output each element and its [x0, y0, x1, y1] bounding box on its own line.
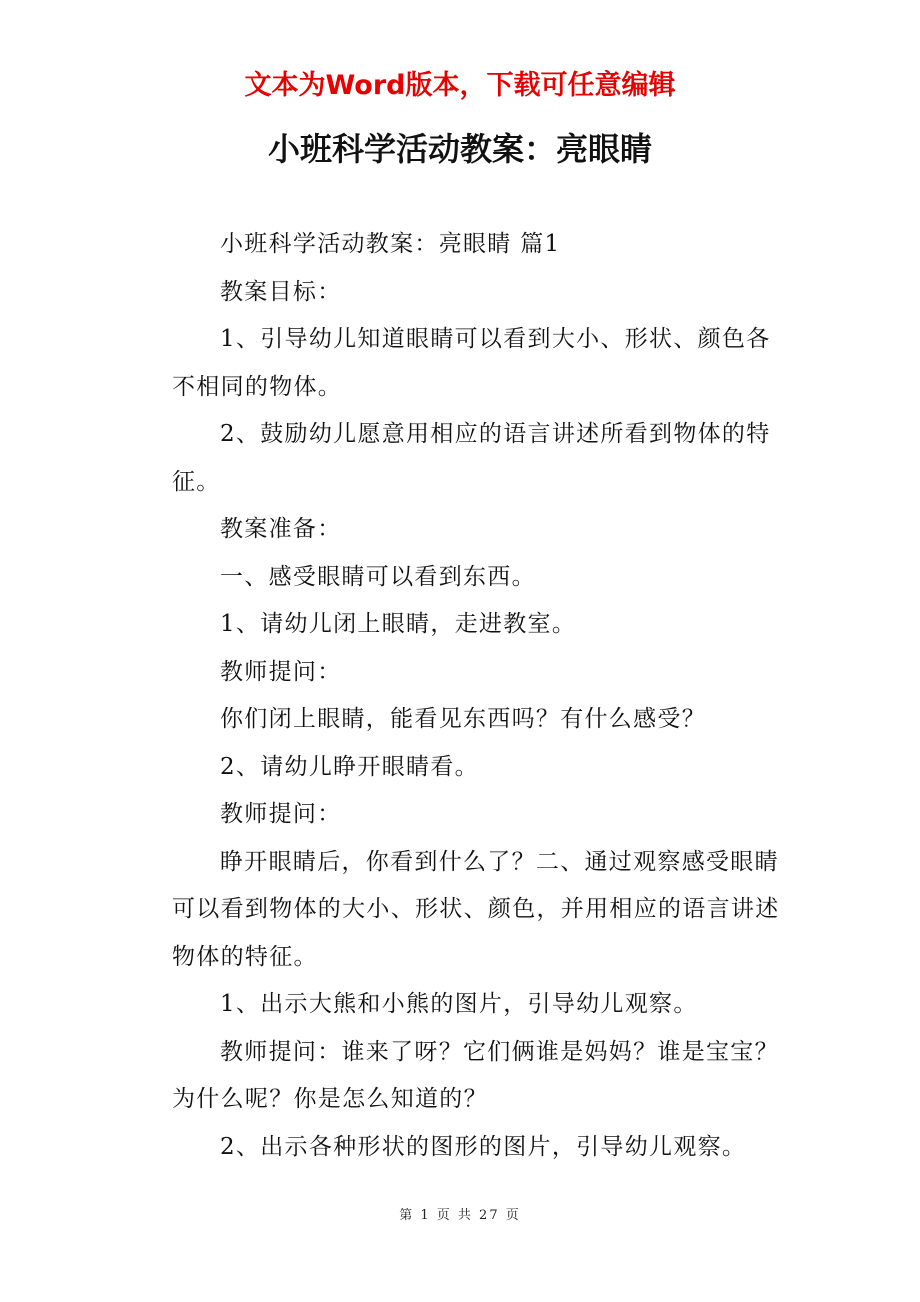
paragraph: 教案准备：	[220, 516, 342, 542]
paragraph: 2、出示各种形状的图形的图片，引导幼儿观察。	[220, 1133, 747, 1160]
paragraph: 你们闭上眼睛，能看见东西吗？有什么感受？	[220, 706, 706, 732]
paragraph: 教师提问：	[220, 801, 342, 827]
paragraph: 教案目标：	[220, 278, 342, 305]
paragraph: 2、鼓励幼儿愿意用相应的语言讲述所看到物体的特征。	[172, 421, 771, 495]
paragraph: 1、引导幼儿知道眼睛可以看到大小、形状、颜色各不相同的物体。	[172, 326, 771, 400]
paragraph: 教师提问：谁来了呀？它们俩谁是妈妈？谁是宝宝？为什么呢？你是怎么知道的？	[172, 1038, 779, 1112]
paragraph: 小班科学活动教案：亮眼睛 篇1	[220, 231, 561, 257]
download-banner: 文本为Word版本，下载可任意编辑	[244, 70, 676, 101]
page-number-footer: 第 1 页 共 27 页	[399, 1208, 521, 1223]
paragraph: 2、请幼儿睁开眼睛看。	[220, 753, 479, 780]
document-body	[172, 221, 782, 1171]
paragraph: 一、感受眼睛可以看到东西。	[220, 563, 536, 590]
document-title: 小班科学活动教案：亮眼睛	[267, 130, 652, 168]
paragraph: 1、出示大熊和小熊的图片，引导幼儿观察。	[220, 991, 698, 1017]
paragraph: 教师提问：	[220, 658, 342, 685]
paragraph: 睁开眼睛后，你看到什么了？二、通过观察感受眼睛可以看到物体的大小、形状、颜色，并用相应的语言讲述物体的特征。	[172, 848, 780, 970]
paragraph: 1、请幼儿闭上眼睛，走进教室。	[220, 611, 577, 637]
